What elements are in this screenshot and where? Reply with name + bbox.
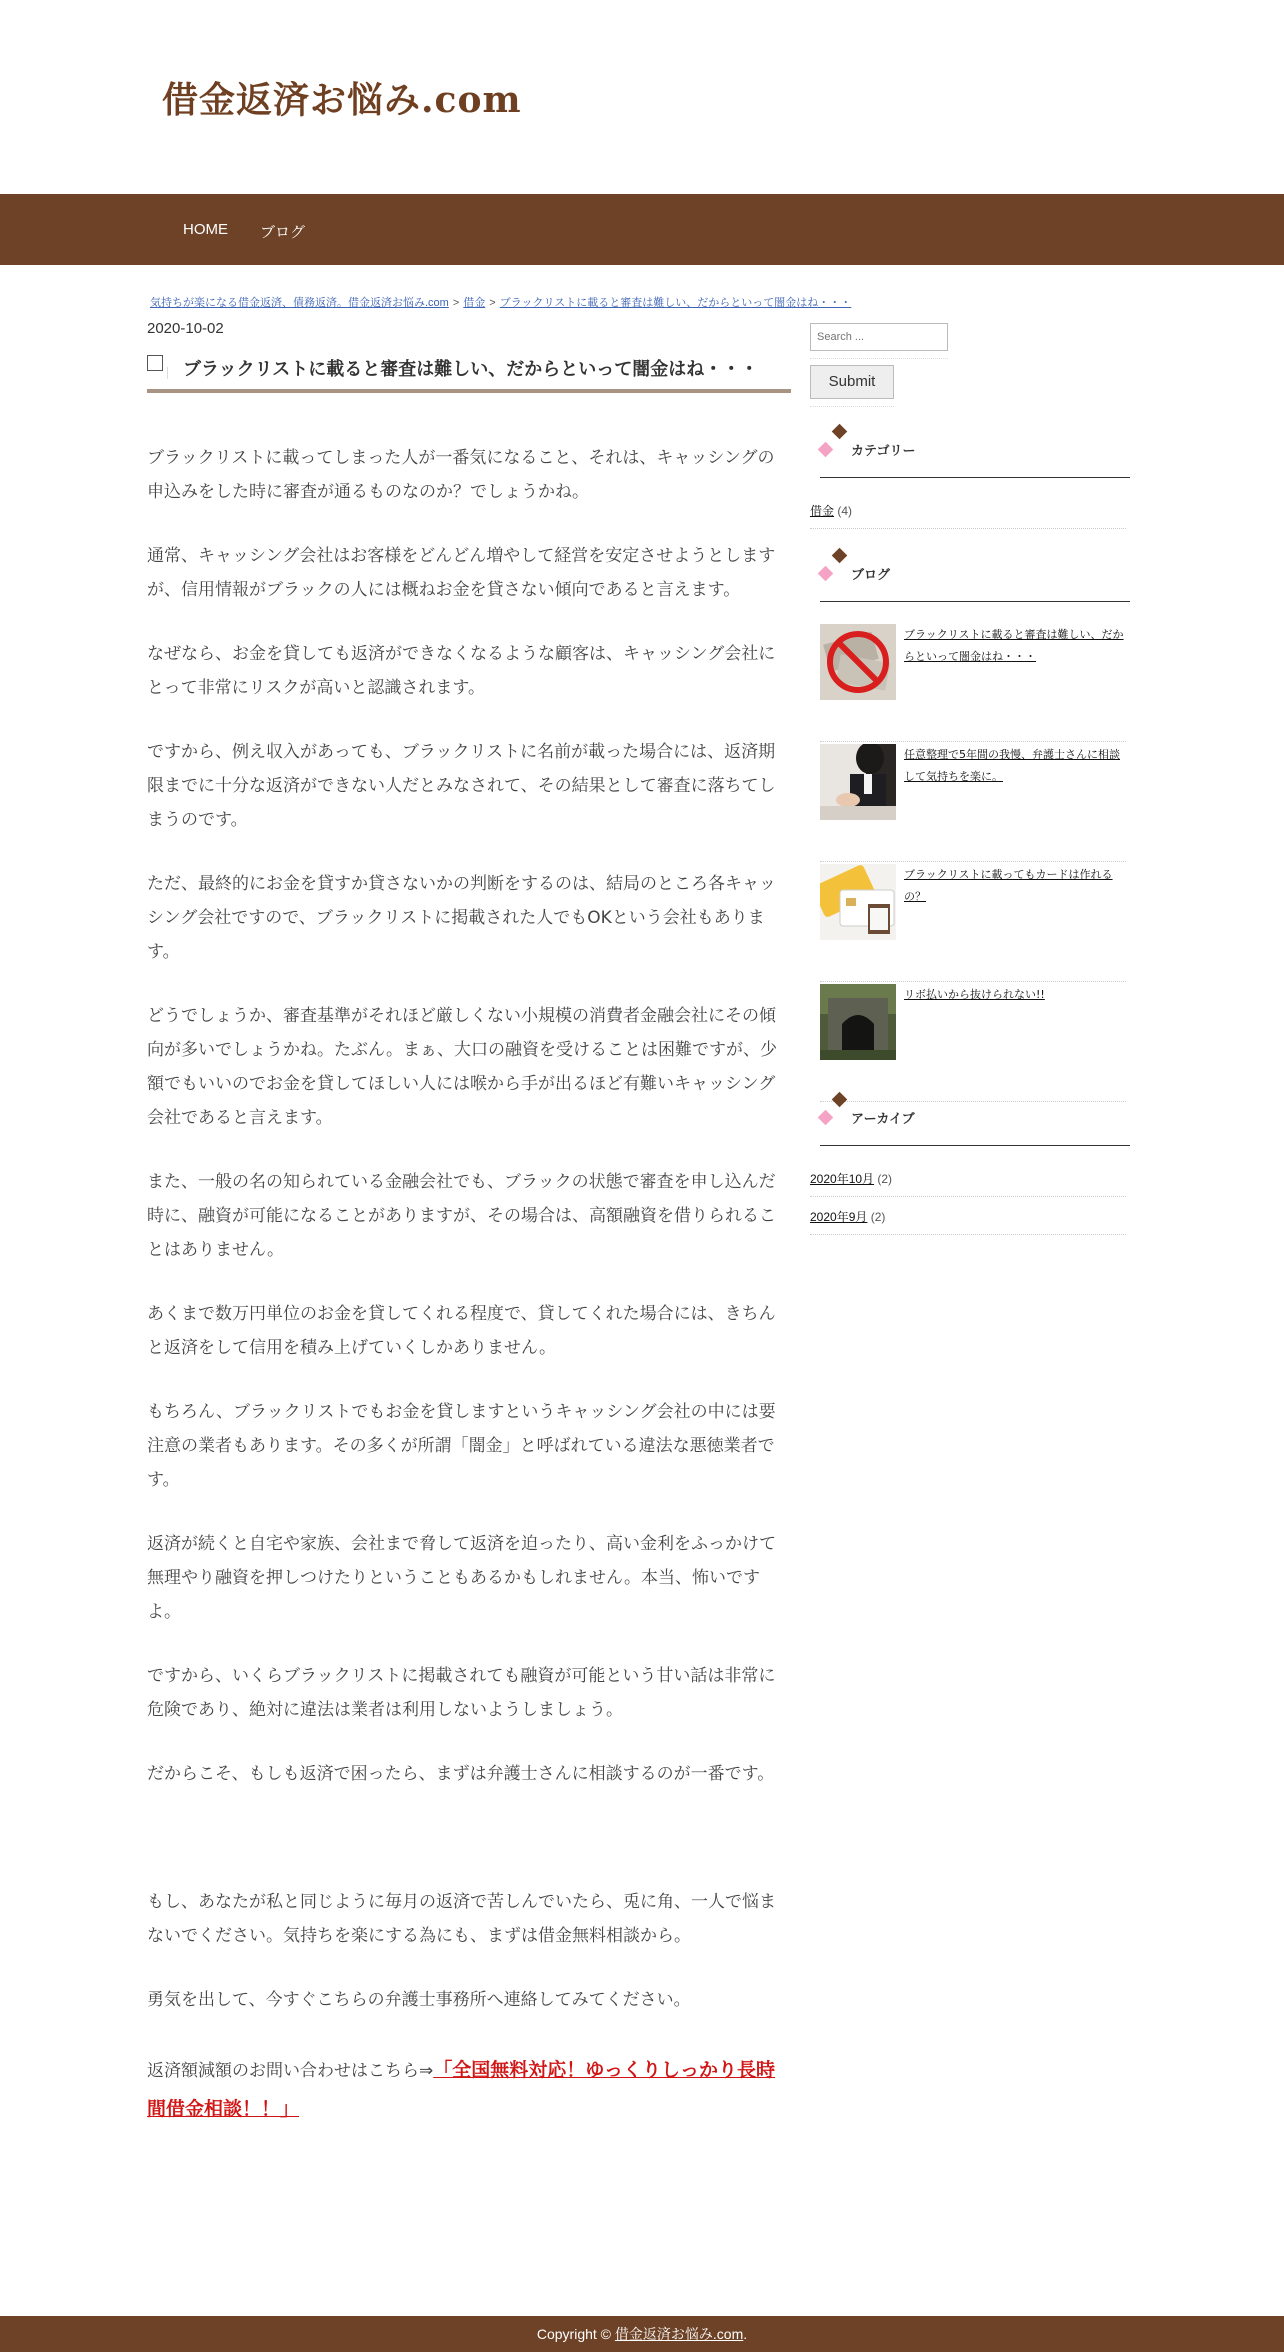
title-checkbox-icon: [147, 355, 163, 371]
post-paragraph: もちろん、ブラックリストでもお金を貸しますというキャッシング会社の中には要注意の業者もあります。その多くが所謂「闇金」と呼ばれている違法な悪徳業者です。: [147, 1402, 776, 1490]
post-paragraph: どうでしょうか、審査基準がそれほど厳しくない小規模の消費者金融会社にその傾向が多いでしょうかね。たぶん。まぁ、大口の融資を受けることは困難ですが、少額でもいいのでお金を貸してほしい人には喉から手が出るほど有難いキャッシング会社であると言えます。: [147, 1006, 778, 1128]
divider: [810, 406, 894, 407]
blog-heading: ブログ: [851, 568, 891, 583]
archive-count: (2): [877, 1172, 893, 1186]
cta-consultation-link[interactable]: 「全国無料対応！ゆっくりしっかり長時間借金相談！！」: [147, 2059, 776, 2120]
search-submit-button[interactable]: Submit: [810, 365, 894, 399]
footer-site-link[interactable]: 借金返済お悩み.com: [614, 2326, 744, 2342]
post-content: [147, 441, 791, 2129]
copyright-suffix: .: [743, 2326, 748, 2342]
divider: [810, 358, 948, 359]
post-closing-paragraph: 勇気を出して、今すぐこちらの弁護士事務所へ連絡してみてください。: [147, 1990, 691, 2010]
sidebar-post-item: [820, 864, 1126, 982]
post-title: ブラックリストに載ると審査は難しい、だからといって闇金はね・・・: [183, 359, 759, 380]
divider: [810, 1234, 1126, 1235]
pink-diamond-icon: [818, 566, 834, 582]
category-heading: カテゴリー: [851, 444, 916, 459]
pink-diamond-icon: [818, 1110, 834, 1126]
diamond-icon: [832, 548, 848, 564]
divider: [810, 528, 1126, 529]
breadcrumb: [150, 294, 851, 310]
archive-count: (2): [870, 1210, 886, 1224]
content-spacer: [147, 1821, 791, 1885]
archive-link[interactable]: 2020年10月: [810, 1172, 875, 1186]
post-paragraph: ですから、例え収入があっても、ブラックリストに名前が載った場合には、返済期限までに十分な返済ができない人だとみなされて、その結果として審査に落ちてしまうのです。: [147, 742, 776, 830]
archive-link[interactable]: 2020年9月: [810, 1210, 868, 1224]
post-paragraph: なぜなら、お金を貸しても返済ができなくなるような顧客は、キャッシング会社にとって非常にリスクが高いと認識されます。: [147, 644, 776, 698]
sidebar-post-item: [820, 984, 1126, 1102]
article: [147, 320, 791, 2129]
post-title-header: [147, 353, 791, 393]
sidebar-post-link[interactable]: ブラックリストに載ってもカードは作れるの？: [904, 868, 1113, 903]
post-paragraph: 返済が続くと自宅や家族、会社まで脅して返済を迫ったり、高い金利をふっかけて無理やり融資を押しつけたりということもあるかもしれません。本当、怖いですよ。: [147, 1534, 776, 1622]
archive-widget-heading: [820, 1094, 1130, 1146]
sidebar-post-link[interactable]: ブラックリストに載ると審査は難しい、だからといって闇金はね・・・: [904, 628, 1124, 663]
archive-item: [810, 1208, 885, 1225]
archive-heading: アーカイブ: [851, 1112, 915, 1127]
title-divider-icon: [167, 367, 171, 379]
site-title[interactable]: 借金返済お悩み.com: [162, 79, 522, 121]
category-item: [810, 502, 852, 519]
main-nav: [0, 194, 1284, 265]
sidebar-post-item: [820, 744, 1126, 862]
post-paragraph: あくまで数万円単位のお金を貸してくれる程度で、貸してくれた場合には、きちんと返済をして信用を積み上げていくしかありません。: [147, 1304, 776, 1358]
consultation-cta: [147, 2051, 791, 2129]
breadcrumb-separator: >: [452, 297, 460, 309]
businessperson-photo[interactable]: [820, 744, 896, 820]
post-date: 2020-10-02: [147, 320, 224, 337]
sidebar-post-link[interactable]: 任意整理で5年間の我慢、弁護士さんに相談して気持ちを楽に。: [904, 748, 1120, 783]
category-link[interactable]: 借金: [810, 504, 835, 518]
post-paragraph: ですから、いくらブラックリストに掲載されても融資が可能という甘い話は非常に危険であり、絶対に違法は業者は利用しないようしましょう。: [147, 1666, 776, 1720]
diamond-icon: [832, 424, 848, 440]
post-paragraph: ブラックリストに載ってしまった人が一番気になること、それは、キャッシングの申込みをした時に審査が通るものなのか？でしょうかね。: [147, 448, 775, 502]
cta-prefix: 返済額減額のお問い合わせはこちら⇒: [147, 2061, 434, 2081]
sidebar-post-item: [820, 624, 1126, 742]
post-closing-paragraph: もし、あなたが私と同じように毎月の返済で苦しんでいたら、兎に角、一人で悩まないでください。気持ちを楽にする為にも、まずは借金無料相談から。: [147, 1892, 776, 1946]
category-widget-heading: [820, 426, 1130, 478]
diamond-icon: [832, 1092, 848, 1108]
post-paragraph: また、一般の名の知られている金融会社でも、ブラックの状態で審査を申し込んだ時に、融資が可能になることがありますが、その場合は、高額融資を借りられることはありません。: [147, 1172, 776, 1260]
archive-item: [810, 1170, 892, 1187]
divider: [810, 1196, 1126, 1197]
post-paragraph: 通常、キャッシング会社はお客様をどんどん増やして経営を安定させようとしますが、信用情報がブラックの人には概ねお金を貸さない傾向であると言えます。: [147, 546, 776, 600]
footer: [0, 2316, 1284, 2352]
breadcrumb-separator: >: [489, 297, 496, 309]
breadcrumb-current-link[interactable]: ブラックリストに載ると審査は難しい、だからといって闇金はね・・・: [499, 297, 852, 309]
credit-card-photo[interactable]: [820, 864, 896, 940]
sidebar-post-link[interactable]: リボ払いから抜けられない!!: [904, 988, 1045, 1001]
tunnel-photo[interactable]: [820, 984, 896, 1060]
category-count: (4): [837, 504, 853, 518]
copyright-prefix: Copyright ©: [536, 2326, 611, 2342]
breadcrumb-category-link[interactable]: 借金: [463, 297, 486, 309]
post-paragraph: ただ、最終的にお金を貸すか貸さないかの判断をするのは、結局のところ各キャッシング会社ですので、ブラックリストに掲載された人でもOKという会社もあります。: [147, 874, 776, 962]
pink-diamond-icon: [818, 442, 834, 458]
no-money-icon[interactable]: [820, 624, 896, 700]
breadcrumb-home-link[interactable]: 気持ちが楽になる借金返済、債務返済。借金返済お悩み.com: [150, 297, 449, 309]
nav-item-blog[interactable]: ブログ: [260, 224, 306, 241]
post-paragraph: だからこそ、もしも返済で困ったら、まずは弁護士さんに相談するのが一番です。: [147, 1764, 775, 1784]
search-input[interactable]: [810, 323, 948, 351]
blog-widget-heading: [820, 550, 1130, 602]
nav-item-home[interactable]: HOME: [183, 221, 228, 238]
